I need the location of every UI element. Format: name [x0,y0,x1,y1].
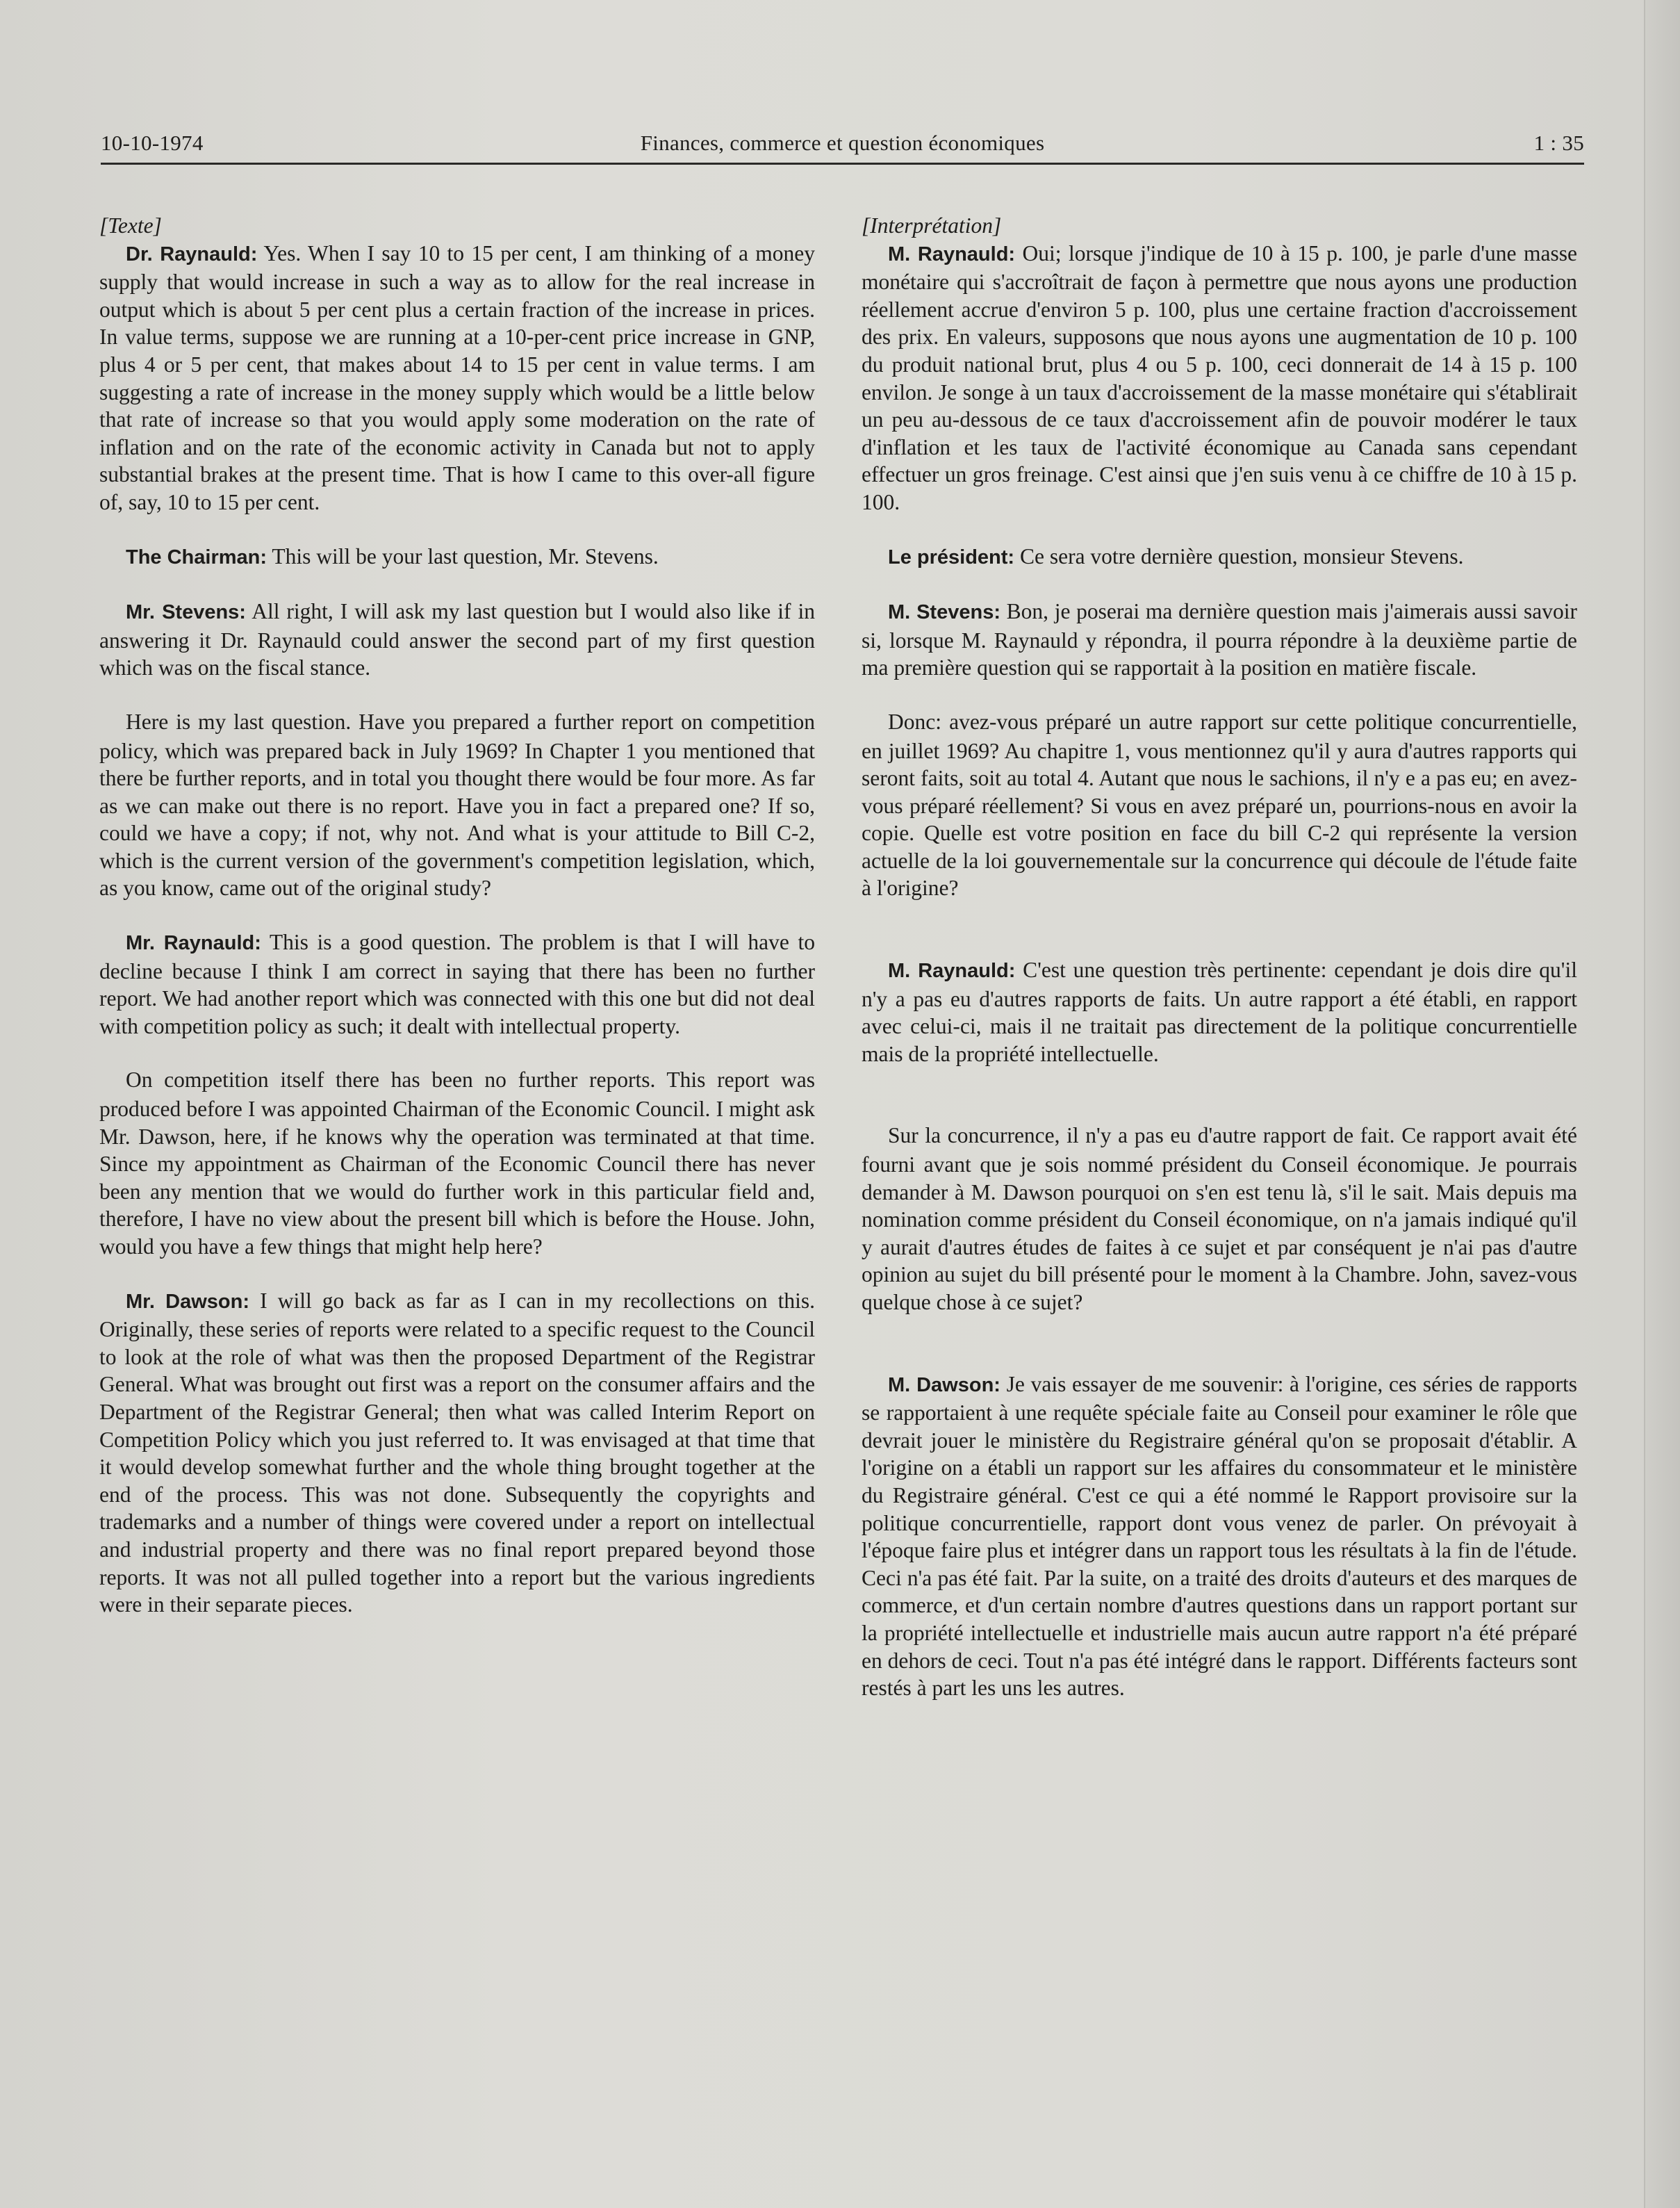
speaker-name: The Chairman: [126,546,267,569]
paragraph-text: Sur la concurrence, il n'y a pas eu d'autre rapport de fait. Ce rapport avait été fourni avant que je sois nommé président du Conseil économique. Je pourrais demander à M. Dawson pourquoi on s'en est tenu là, s'il le sait. Mais depuis ma nomination comme président du Conseil économique, on n'a jamais indiqué qu'il y aurait d'autres études de faites à ce sujet et par conséquent je n'ai pas d'autre opinion au sujet du bill présenté pour le moment à la Chambre. John, savez-vous quelque chose à ce sujet? [862,1123,1577,1314]
paragraph [862,708,1577,902]
paragraph [862,956,1577,1068]
paragraph-text: Ce sera votre dernière question, monsieur Stevens. [1014,543,1464,569]
header-title: Finances, commerce et question économiques [640,131,1045,155]
paragraph-text: C'est une question très pertinente: cependant je dois dire qu'il n'y a pas eu d'autres rapports de faits. Un autre rapport a été établi, en rapport avec celui-ci, mais il ne traitait pas directement de la politique concurrentielle mais de la propriété intellectuelle. [862,958,1577,1066]
paragraph-text: Yes. When I say 10 to 15 per cent, I am thinking of a money supply that would increase in such a way as to allow for the real increase in output which is about 5 per cent plus a certain fraction of the increase in prices. In value terms, suppose we are running at a 10-per-cent price increase in GNP, plus 4 or 5 per cent, that makes about 14 to 15 per cent in value terms. I am suggesting a rate of increase in the money supply which would be a little below that rate of increase so that you would apply some moderation on the rate of inflation and on the rate of the economic activity in Canada but not to apply substantial brakes at the present time. That is how I came to this over-all figure of, say, 10 to 15 per cent. [99,240,815,514]
paragraph-text: This is a good question. The problem is that I will have to decline because I think I am correct in saying that there has been no further report. We had another report which was connected with this one but did not deal with competition policy as such; it dealt with intellectual property. [99,930,815,1038]
paragraph [862,240,1577,516]
paragraph [99,543,815,572]
paragraph [862,1122,1577,1316]
header-rule [101,163,1584,165]
paragraph [862,1371,1577,1702]
speaker-name: Mr. Raynauld: [126,932,261,955]
paragraph-text: On competition itself there has been no further reports. This report was produced before I was appointed Chairman of the Economic Council. I might ask Mr. Dawson, here, if he knows why the operation was terminated at that time. Since my appointment as Chairman of the Economic Council there has never been any mention that we would do further work in this particular field and, therefore, I have no view about the present bill which is before the House. John, would you have a few things that might help here? [99,1068,815,1259]
paragraph-text: I will go back as far as I can in my recollections on this. Originally, these series of reports were related to a specific request to the Council to look at the role of what was then the proposed Department of the Registrar General. What was brought out first was a report on the consumer affairs and the Department of the Registrar General; then what was called Interim Report on Competition Policy which you just referred to. It was envisaged at that time that it would develop somewhat further and the whole thing brought together at the end of the process. This was not done. Subsequently the copyrights and trademarks and a number of things were covered under a report on intellectual and industrial property and there was no final report prepared beyond those reports. It was not all pulled together into a report but the various ingredients were in their separate pieces. [99,1288,815,1617]
speaker-name: M. Raynauld: [888,960,1016,983]
speaker-name: M. Raynauld: [888,243,1016,265]
speaker-name: Le président: [888,546,1015,569]
header-page-number: 1 : 35 [1533,131,1584,155]
paragraph-text: Here is my last question. Have you prepared a further report on competition policy, which was prepared back in July 1969? In Chapter 1 you mentioned that there be further reports, and in total you thought there would be four more. As far as we can make out there is no report. Have you in fact a prepared one? If so, could we have a copy; if not, why not. And what is your attitude to Bill C-2, which is the current version of the government's competition legislation, which, as you know, came out of the original study? [99,709,815,901]
paragraph-text: Donc: avez-vous préparé un autre rapport sur cette politique concurrentielle, en juillet 1969? Au chapitre 1, vous mentionnez qu'il y aura d'autres rapports qui seront faits, soit au total 4. Autant que nous le sachions, il n'y e a pas eu; en avez-vous préparé réellement? Si vous en avez préparé un, pourrions-nous en avoir la copie. Quelle est votre position en face du bill C-2 qui représente la version actuelle de la loi gouvernementale sur la concurrence qui découle de l'étude faite à l'origine? [862,709,1577,901]
paragraph [99,598,815,682]
paragraph-text: This will be your last question, Mr. Stevens. [267,543,659,569]
paragraph [99,240,815,516]
french-column [862,212,1577,1702]
speaker-name: Mr. Stevens: [126,601,246,624]
page-header [101,131,1584,158]
paragraph-text: Bon, je poserai ma dernière question mais j'aimerais aussi savoir si, lorsque M. Raynauld y répondra, il pourra répondre à la deuxième partie de ma première question qui se rapportait à la position en matière fiscale. [862,599,1577,680]
page-edge [1644,0,1680,2208]
section-label: [Texte] [99,213,162,238]
speaker-name: Mr. Dawson: [126,1290,250,1313]
paragraph [99,929,815,1040]
paragraph-text: Je vais essayer de me souvenir: à l'origine, ces séries de rapports se rapportaient à une requête spéciale faite au Conseil pour examiner le rôle que devrait jouer le ministère du Registraire général qu'on se proposait d'établir. A l'origine on a établi un rapport sur les affaires du consommateur et le ministère du Registraire général. C'est ce qui a été nommé le Rapport provisoire sur la politique concurrentielle, rapport dont vous venez de parler. On prévoyait à l'époque faire plus et intégrer dans un rapport tous les résultats à la fin de l'étude. Ceci n'a pas été fait. Par la suite, on a traité des droits d'auteurs et des marques de commerce, et d'un certain nombre d'autres questions dans un rapport portant sur la propriété intellectuelle et industrielle mais aucun autre rapport n'a été préparé en dehors de ceci. Tout n'a pas été intégré dans le rapport. Différents facteurs sont restés à part les uns les autres. [862,1371,1577,1701]
section-label: [Interprétation] [862,213,1002,238]
speaker-name: M. Dawson: [888,1373,1000,1396]
paragraph-text: All right, I will ask my last question but I would also like if in answering it Dr. Raynauld could answer the second part of my first question which was on the fiscal stance. [99,599,815,680]
paragraph [862,543,1577,572]
paragraph-text: Oui; lorsque j'indique de 10 à 15 p. 100, je parle d'une masse monétaire qui s'accroîtrait de façon à permettre que nous ayons une production réellement accrue d'environ 5 p. 100, plus une certaine fraction d'accroissement des prix. En valeurs, supposons que nous ayons une augmentation de 10 p. 100 du produit national brut, plus 4 ou 5 p. 100, ceci donnerait de 14 à 15 p. 100 envilon. Je songe à un taux d'accroissement de la masse monétaire qui s'établirait un peu au-dessous de ce taux d'accroissement afin de pouvoir modérer le taux d'inflation et les taux de l'activité économique au Canada sans cependant effectuer un gros freinage. C'est ainsi que j'en suis venu à ce chiffre de 10 à 15 p. 100. [862,240,1577,514]
english-column [99,212,815,1619]
paragraph [99,1066,815,1260]
speaker-name: Dr. Raynauld: [126,243,258,265]
paragraph [99,708,815,902]
header-date: 10-10-1974 [101,131,204,155]
paragraph [99,1287,815,1619]
paragraph [862,598,1577,682]
speaker-name: M. Stevens: [888,601,1000,624]
